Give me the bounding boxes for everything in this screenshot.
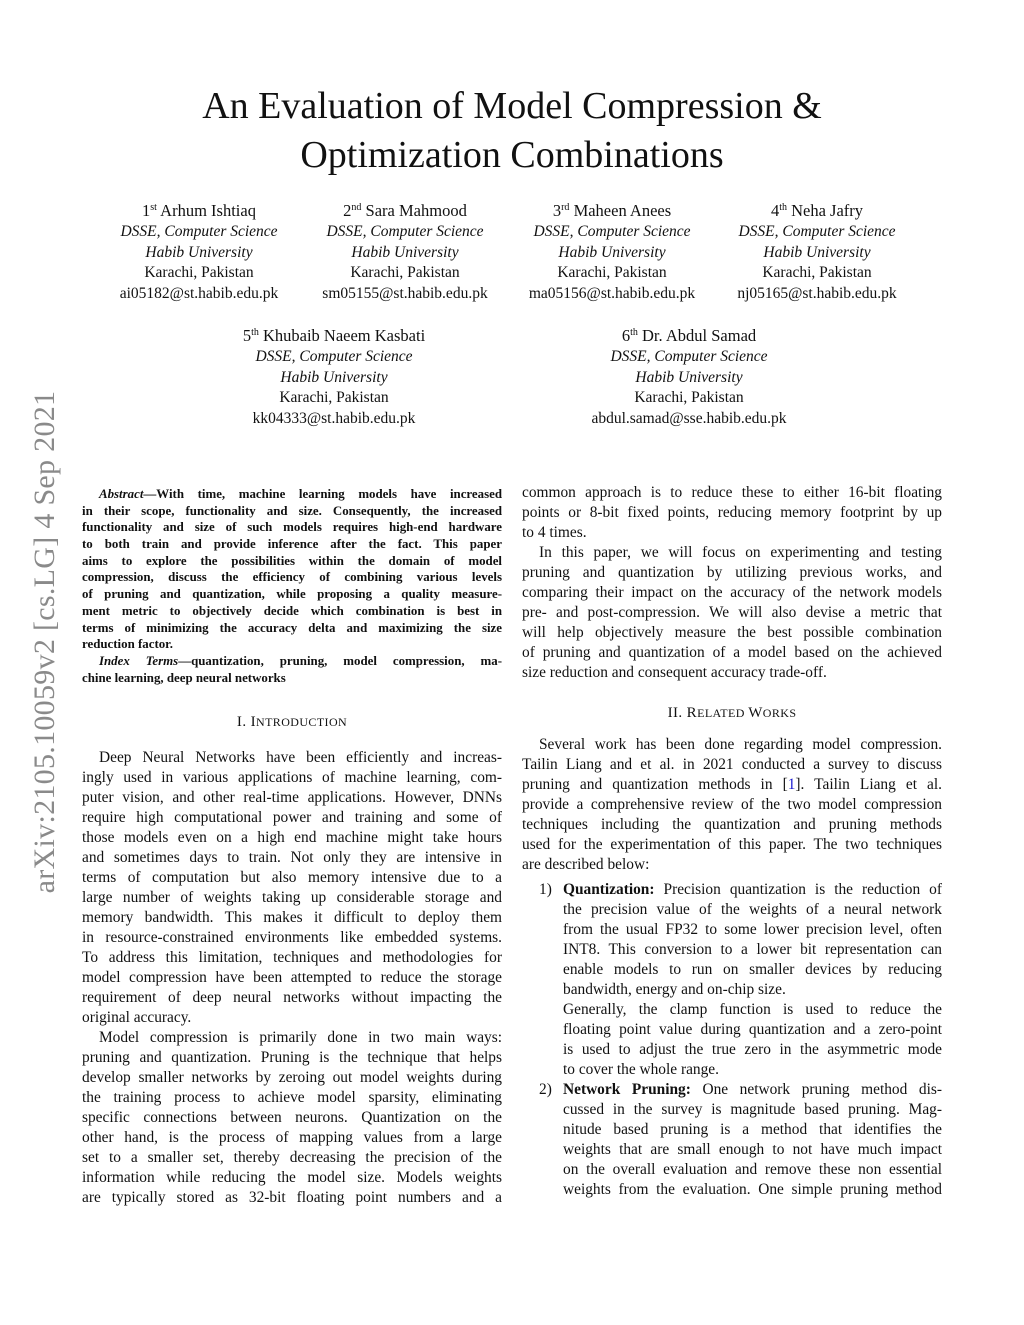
author-name: 3rd Maheen Anees xyxy=(552,201,672,220)
author-email[interactable]: nj05165@st.habib.edu.pk xyxy=(737,285,897,303)
paragraph-line: from the usual FP32 to some lower precision level, often xyxy=(563,921,942,938)
author-name: 4th Neha Jafry xyxy=(770,201,864,220)
paragraph-line: Deep Neural Networks have been efficiently and increas- xyxy=(99,749,502,767)
paragraph-line: those models even on a high end machine might take hours xyxy=(82,829,502,847)
paragraph-line: on the overall evaluation and remove these non essential xyxy=(563,1161,942,1178)
paragraph-line: original accuracy. xyxy=(82,1009,192,1027)
author-block xyxy=(96,200,302,305)
author-block xyxy=(714,200,920,305)
author-department: DSSE, Computer Science xyxy=(326,223,484,240)
paragraph-line: compression, discuss the efficiency of combining various levels xyxy=(82,570,502,585)
index-terms-label: Index Terms xyxy=(99,653,179,668)
paragraph-line: ingly used in various applications of machine learning, com- xyxy=(82,769,502,787)
author-name: 6th Dr. Abdul Samad xyxy=(621,326,757,345)
author-location: Karachi, Pakistan xyxy=(557,264,667,282)
author-email[interactable]: abdul.samad@sse.habib.edu.pk xyxy=(591,410,787,428)
paragraph-line: are typically stored as 32-bit floating point numbers and a xyxy=(82,1189,502,1207)
paragraph-line: the training process to achieve model sparsity, eliminating xyxy=(82,1089,502,1107)
paragraph-line: other hand, is the process of mapping values from a large xyxy=(82,1129,502,1147)
author-block xyxy=(302,200,508,305)
paragraph-line: model compression have been attempted to reduce the storage xyxy=(82,969,502,987)
author-department: DSSE, Computer Science xyxy=(738,223,896,240)
paragraph-line: requirement of deep neural networks without impacting the xyxy=(82,989,502,1007)
paragraph-line: In this paper, we will focus on experimenting and testing xyxy=(539,544,942,561)
paragraph-line: pruning and quantization methods in [1]. Tailin Liang et al. xyxy=(522,776,942,793)
author-email[interactable]: sm05155@st.habib.edu.pk xyxy=(322,285,488,303)
title-line: An Evaluation of Model Compression & xyxy=(202,85,822,127)
paragraph xyxy=(522,483,942,543)
paragraph-line: Model compression is primarily done in two main ways: xyxy=(99,1029,502,1047)
paragraph-line: puter vision, and other real-time applications. However, DNNs xyxy=(82,789,502,807)
author-location: Karachi, Pakistan xyxy=(350,264,460,282)
author-location: Karachi, Pakistan xyxy=(144,264,254,282)
left-column xyxy=(82,486,502,1208)
paragraph-line: weights that are small enough to not have much impact xyxy=(563,1141,942,1158)
paragraph-line: require high computational power and training and some of xyxy=(82,809,502,827)
paragraph-line: to both train and provide inference after the fact. This paper xyxy=(82,537,502,552)
paragraph-line: nitude based pruning is a method that identifies the xyxy=(563,1121,942,1138)
paragraph-line: develop smaller networks by zeroing out model weights during xyxy=(82,1069,502,1087)
paragraph-line: of pruning and quantization of a model based on the achieved xyxy=(522,644,942,661)
author-department: DSSE, Computer Science xyxy=(120,223,278,240)
paragraph-line: weights from the evaluation. One simple pruning method xyxy=(563,1181,942,1198)
paragraph-line: points or 8-bit fixed points, reducing memory footprint by up xyxy=(522,504,942,521)
author-block xyxy=(509,200,715,305)
paragraph-line: are described below: xyxy=(522,856,650,873)
paragraph-line: of pruning and quantization, while proposing a quality measure- xyxy=(82,587,502,602)
paragraph-line: INT8. This conversion to a lower bit representation can xyxy=(563,941,942,958)
list-item: 2) Network Pruning: One network pruning method dis- cussed in the survey is magnitude based pruning. Mag- nitude based pruning is a method that identifies the weights that are small enough to not have much impact on the overall evaluation and remove these non essential weights from the evaluation. One simple pruning method xyxy=(539,1081,942,1198)
author-university: Habib University xyxy=(635,368,743,386)
author-department: DSSE, Computer Science xyxy=(610,348,768,365)
paragraph-line: enable models to run on smaller devices by reducing xyxy=(563,961,942,978)
paragraph-line: Several work has been done regarding model compression. xyxy=(539,736,942,753)
paragraph-line: cussed in the survey is magnitude based pruning. Mag- xyxy=(563,1101,942,1118)
list-term: Quantization: xyxy=(563,881,655,898)
paragraph-line: floating point value during quantization and a zero-point xyxy=(563,1021,942,1038)
abstract xyxy=(82,486,502,686)
paragraph xyxy=(522,735,942,875)
paragraph-line: size reduction and consequent accuracy trade-off. xyxy=(522,664,827,681)
paragraph-line: memory bandwidth. This makes it difficult to deploy them xyxy=(82,909,502,927)
list-number: 2) xyxy=(539,1081,552,1098)
paragraph-line: in resource-constrained environments like embedded systems. xyxy=(82,929,502,947)
paragraph-line: chine learning, deep neural networks xyxy=(82,670,286,685)
paragraph-line: to 4 times. xyxy=(522,524,587,541)
paragraph-line: set to a smaller set, thereby decreasing the precision of the xyxy=(82,1149,502,1167)
paragraph-line: Tailin Liang and et al. in 2021 conducted a survey to discuss xyxy=(522,756,942,773)
index-terms-line: —quantization, pruning, model compression, ma- xyxy=(178,653,502,668)
paragraph-line: pruning and quantization by utilizing previous works, and xyxy=(522,564,942,581)
author-university: Habib University xyxy=(763,243,871,261)
paragraph-line: provide a comprehensive review of the two model compression xyxy=(522,796,942,813)
paragraph-line: common approach is to reduce these to either 16-bit floating xyxy=(522,484,942,501)
list-term: Network Pruning: xyxy=(563,1081,691,1098)
arxiv-stamp: arXiv:2105.10059v2 [cs.LG] 4 Sep 2021 xyxy=(28,390,61,894)
paragraph-line: will help objectively measure the best possible combination xyxy=(522,624,942,641)
author-name: 1st Arhum Ishtiaq xyxy=(142,201,256,220)
citation-link[interactable]: 1 xyxy=(787,776,796,793)
paragraph-line: and sometimes days to train. Not only they are intensive in xyxy=(82,849,502,867)
paragraph-line: reduction factor. xyxy=(82,637,173,652)
author-university: Habib University xyxy=(558,243,666,261)
paragraph-line: pruning and quantization. Pruning is the technique that helps xyxy=(82,1049,502,1067)
paragraph-line: techniques including the quantization and pruning methods xyxy=(522,816,942,833)
paragraph-line: information while reducing the model size. Models weights xyxy=(82,1169,502,1187)
paragraph-line: bandwidth, energy and on-chip size. xyxy=(563,981,786,998)
author-name: 5th Khubaib Naeem Kasbati xyxy=(242,326,426,345)
author-block xyxy=(231,325,437,430)
paragraph-line: is used to adjust the true zero in the asymmetric mode xyxy=(563,1041,942,1058)
list-item: 1) Quantization: Precision quantization is the reduction of the precision value of the weights of a neural network from the usual FP32 to some lower precision level, often INT8. This conversion to a lower bit representation can enable models to run on smaller devices by reducing bandwidth, energy and on-chip size. Generally, the clamp function is used to reduce the floating point value during quantization and a zero-point is used to adjust the true zero in the asymmetric mode to cover the whole range. xyxy=(539,881,942,1078)
author-university: Habib University xyxy=(351,243,459,261)
author-block xyxy=(586,325,792,430)
title-line: Optimization Combinations xyxy=(300,134,724,176)
paragraph-line: used for the experimentation of this paper. The two techniques xyxy=(522,836,942,853)
paragraph-line: to cover the whole range. xyxy=(563,1061,719,1078)
paragraph xyxy=(522,543,942,683)
author-department: DSSE, Computer Science xyxy=(255,348,413,365)
paragraph-line: To address this limitation, techniques and methodologies for xyxy=(82,949,502,967)
list-number: 1) xyxy=(539,881,552,898)
paragraph-line: terms of computation but also memory intensive due to a xyxy=(82,869,502,887)
abstract-line: —With time, machine learning models have increased xyxy=(143,487,502,501)
author-email[interactable]: ai05182@st.habib.edu.pk xyxy=(119,285,279,303)
paragraph-line: specific connections between neurons. Quantization on the xyxy=(82,1109,502,1127)
author-location: Karachi, Pakistan xyxy=(279,389,389,407)
section-heading-related-works: II. RELATED WORKS xyxy=(667,705,797,721)
paragraph-line: terms of minimizing the accuracy delta and maximizing the size xyxy=(82,620,502,635)
author-university: Habib University xyxy=(280,368,388,386)
author-university: Habib University xyxy=(145,243,253,261)
author-email[interactable]: kk04333@st.habib.edu.pk xyxy=(252,410,416,428)
section-heading-introduction: I. INTRODUCTION xyxy=(236,714,348,731)
paragraph-line: comparing their impact on the accuracy of the network models xyxy=(522,584,942,601)
abstract-label: Abstract xyxy=(99,487,144,501)
paragraph-line: pre- and post-compression. We will also devise a metric that xyxy=(522,604,942,621)
paragraph-line: in their scope, functionality and size. Consequently, the increased xyxy=(82,503,502,518)
right-column xyxy=(522,483,942,1200)
paragraph-line: ment metric to objectively decide which combination is best in xyxy=(82,603,502,618)
author-location: Karachi, Pakistan xyxy=(634,389,744,407)
paragraph-line: aims to explore the possibilities within the domain of model xyxy=(82,553,502,568)
author-name: 2nd Sara Mahmood xyxy=(343,201,467,220)
paragraph xyxy=(82,748,502,1028)
author-email[interactable]: ma05156@st.habib.edu.pk xyxy=(528,285,696,303)
paragraph xyxy=(82,1028,502,1208)
author-department: DSSE, Computer Science xyxy=(533,223,691,240)
paper-title xyxy=(0,82,1024,180)
paragraph-line: functionality and size of such models requires high-end hardware xyxy=(82,520,502,535)
paragraph-line: Generally, the clamp function is used to reduce the xyxy=(563,1001,942,1018)
paragraph-line: large number of weights taking up considerable storage and xyxy=(82,889,502,907)
author-location: Karachi, Pakistan xyxy=(762,264,872,282)
paragraph-line: the precision value of the weights of a neural network xyxy=(563,901,942,918)
